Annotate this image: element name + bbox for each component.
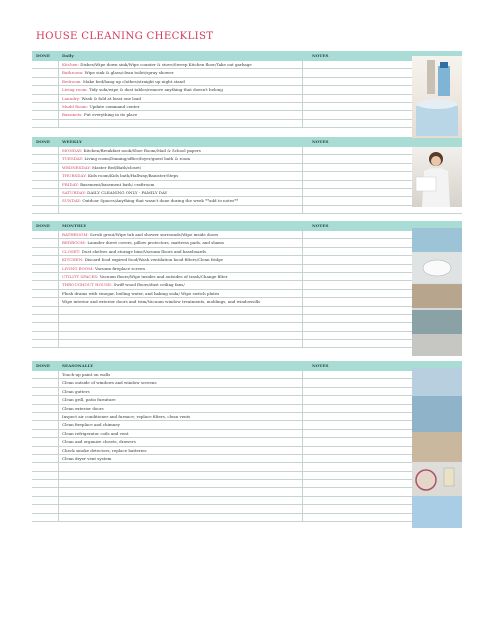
table-row[interactable] xyxy=(32,95,462,103)
task-text xyxy=(62,281,185,289)
notes-column-header: NOTES xyxy=(312,223,329,228)
task-description: Check smoke detectors; replace batteries xyxy=(62,447,147,453)
task-table xyxy=(32,231,462,348)
table-row[interactable] xyxy=(32,103,462,111)
table-row[interactable] xyxy=(32,480,462,488)
task-text xyxy=(62,265,145,273)
task-description: Clean exterior doors xyxy=(62,405,104,411)
task-text xyxy=(62,78,185,86)
task-description: Make bed/hang up clothes/straight up night stand xyxy=(81,78,185,84)
table-row[interactable] xyxy=(32,164,462,172)
section-header xyxy=(32,221,462,231)
section-0 xyxy=(32,51,462,128)
task-table xyxy=(32,147,462,214)
task-description: Clean grill, patio furniture xyxy=(62,397,116,403)
task-category: UTILITY SPACES: xyxy=(62,273,99,279)
task-text xyxy=(62,396,116,404)
task-category: SUNDAY: xyxy=(62,198,82,204)
table-row[interactable] xyxy=(32,447,462,455)
task-description: Clean refrigerator coils and vent xyxy=(62,430,129,436)
task-description: Vacuum fireplace screen xyxy=(93,265,145,271)
task-text xyxy=(62,197,238,205)
task-description: Wipe sink & glass/clean toilet/spray shower xyxy=(83,70,174,76)
task-description: Touch-up paint on walls xyxy=(62,372,111,377)
task-text xyxy=(62,69,174,77)
task-text xyxy=(62,181,154,189)
table-row[interactable] xyxy=(32,172,462,180)
task-description: Dishes/Wipe down sink/Wipe counter & stove/Sweep Kitchen floor/Take out garbage xyxy=(78,62,252,67)
table-row[interactable] xyxy=(32,197,462,205)
task-description: Kids room/Kids bath/Hallway/Banister/Steps xyxy=(86,173,179,179)
task-category: WEDNESDAY: xyxy=(62,164,91,170)
task-text xyxy=(62,413,190,421)
table-row[interactable] xyxy=(32,231,462,239)
task-text xyxy=(62,231,218,239)
task-table xyxy=(32,61,462,128)
table-row[interactable] xyxy=(32,463,462,471)
task-category: Bathroom: xyxy=(62,70,84,76)
task-category: FRIDAY: xyxy=(62,181,79,187)
task-description: Tidy sofa/wipe & dust tables/remove anything that doesn't belong xyxy=(87,87,223,93)
task-description: Clean dryer vent system xyxy=(62,455,112,461)
task-text xyxy=(62,447,147,455)
table-row[interactable] xyxy=(32,438,462,446)
task-description: Clean outside of windows and window screens xyxy=(62,380,157,386)
table-row[interactable] xyxy=(32,497,462,505)
table-row[interactable] xyxy=(32,155,462,163)
task-description: Clean and organize closets, drawers xyxy=(62,439,136,445)
notes-column-header: NOTES xyxy=(312,53,329,58)
table-row[interactable] xyxy=(32,290,462,298)
task-description: Scrub grout/Wipe tub and shower surrounds/Wipe inside doors xyxy=(88,232,219,237)
photo-woman-with-laundry xyxy=(412,147,462,207)
task-description: DAILY CLEANING ONLY - FAMILY DAY xyxy=(85,189,168,195)
table-row[interactable] xyxy=(32,421,462,429)
table-row[interactable] xyxy=(32,248,462,256)
task-text xyxy=(62,290,219,298)
table-row[interactable] xyxy=(32,315,462,323)
photo-bathroom-and-kitchen xyxy=(412,228,462,356)
task-category: SATURDAY: xyxy=(62,189,86,195)
table-row[interactable] xyxy=(32,514,462,522)
task-category: TUESDAY: xyxy=(62,156,84,162)
section-title: Daily xyxy=(62,53,74,58)
notes-column-divider xyxy=(302,61,303,128)
task-category: THROUGHOUT HOUSE: xyxy=(62,282,113,288)
table-row[interactable] xyxy=(32,120,462,128)
task-text xyxy=(62,371,110,379)
done-column-divider xyxy=(58,371,59,522)
section-header xyxy=(32,51,462,61)
done-column-header: DONE xyxy=(36,363,50,368)
task-text xyxy=(62,379,157,387)
task-text xyxy=(62,273,228,281)
task-category: MONDAY: xyxy=(62,148,83,153)
task-category: THURSDAY: xyxy=(62,173,87,179)
task-description: Clean fireplace and chimney xyxy=(62,422,120,428)
task-category: BATHROOM: xyxy=(62,232,89,237)
task-description: Launder duvet covers, pillow protectors, mattress pads, and shams xyxy=(86,240,225,246)
table-row[interactable] xyxy=(32,340,462,348)
table-row[interactable] xyxy=(32,413,462,421)
task-text xyxy=(62,103,140,111)
task-category: BEDROOM: xyxy=(62,240,87,246)
task-text xyxy=(62,164,141,172)
task-category: Mudd Room: xyxy=(62,103,89,109)
done-column-header: DONE xyxy=(36,53,50,58)
task-text xyxy=(62,430,128,438)
table-row[interactable] xyxy=(32,388,462,396)
section-2 xyxy=(32,221,462,348)
table-row[interactable] xyxy=(32,86,462,94)
section-title: WEEKLY xyxy=(62,139,82,144)
table-row[interactable] xyxy=(32,430,462,438)
section-3 xyxy=(32,361,462,522)
task-text xyxy=(62,256,223,264)
task-description: Put everything in its place xyxy=(82,112,138,118)
table-row[interactable] xyxy=(32,332,462,340)
section-title: SEASONALLY xyxy=(62,363,94,368)
table-row[interactable] xyxy=(32,61,462,69)
notes-column-header: NOTES xyxy=(312,363,329,368)
task-category: Bassinets: xyxy=(62,112,83,118)
task-description: Basement/basement bath/ craftroom xyxy=(78,181,155,187)
table-row[interactable] xyxy=(32,505,462,513)
task-description: Flush drains with vinegar, boiling water, and baking soda/ Wipe switch plates xyxy=(62,290,220,296)
table-row[interactable] xyxy=(32,455,462,463)
task-text xyxy=(62,189,167,197)
task-category: KITCHEN: xyxy=(62,257,84,263)
section-header xyxy=(32,361,462,371)
task-table xyxy=(32,371,462,522)
section-title: MONTHLY xyxy=(62,223,87,228)
task-text xyxy=(62,405,104,413)
table-row[interactable] xyxy=(32,281,462,289)
task-text xyxy=(62,248,206,256)
task-category: Kitchen: xyxy=(62,62,79,67)
table-row[interactable] xyxy=(32,405,462,413)
section-1 xyxy=(32,137,462,214)
task-category: Living room: xyxy=(62,87,88,93)
table-row[interactable] xyxy=(32,189,462,197)
table-row[interactable] xyxy=(32,273,462,281)
table-row[interactable] xyxy=(32,78,462,86)
task-text xyxy=(62,61,252,69)
task-description: Wipe interior and exterior doors and trim/Vacuum window treatments, moldings, and windowsills xyxy=(62,299,261,305)
table-row[interactable] xyxy=(32,111,462,119)
task-text xyxy=(62,298,260,306)
task-category: CLOSET: xyxy=(62,248,81,254)
table-row[interactable] xyxy=(32,396,462,404)
task-description: Discard food expired food/Wash ventilation hood filters/Clean fridge xyxy=(83,257,224,263)
done-column-header: DONE xyxy=(36,223,50,228)
task-description: Swiff wood floors/dust ceiling fans/ xyxy=(112,282,185,288)
done-column-divider xyxy=(58,147,59,214)
task-category: Laundry: xyxy=(62,95,81,101)
task-text xyxy=(62,172,178,180)
done-column-header: DONE xyxy=(36,139,50,144)
notes-column-divider xyxy=(302,371,303,522)
table-row[interactable] xyxy=(32,256,462,264)
table-row[interactable] xyxy=(32,472,462,480)
task-text xyxy=(62,111,137,119)
table-row[interactable] xyxy=(32,239,462,247)
task-text xyxy=(62,147,201,155)
notes-column-divider xyxy=(302,147,303,214)
done-column-divider xyxy=(58,231,59,348)
notes-column-header: NOTES xyxy=(312,139,329,144)
task-text xyxy=(62,455,111,463)
task-description: Kitchen/Breakfast nook/Shoe Room/Mail & School papers xyxy=(82,148,201,153)
photo-cleaning-supplies xyxy=(412,56,462,138)
task-text xyxy=(62,388,90,396)
task-description: Dust shelves and storage bins/Vacuum floors and baseboards xyxy=(80,248,207,254)
table-row[interactable] xyxy=(32,379,462,387)
table-row[interactable] xyxy=(32,69,462,77)
task-description: Inspect air conditioner and furnace; replace filters, clean vents xyxy=(62,413,191,419)
table-row[interactable] xyxy=(32,488,462,496)
table-row[interactable] xyxy=(32,265,462,273)
task-text xyxy=(62,155,190,163)
task-text xyxy=(62,86,223,94)
table-row[interactable] xyxy=(32,371,462,379)
task-text xyxy=(62,421,120,429)
table-row[interactable] xyxy=(32,147,462,155)
section-header xyxy=(32,137,462,147)
table-row[interactable] xyxy=(32,181,462,189)
task-category: Bedroom: xyxy=(62,78,82,84)
task-category: LIVING ROOM: xyxy=(62,265,94,271)
task-description: Clean gutters xyxy=(62,388,90,394)
notes-column-divider xyxy=(302,231,303,348)
table-row[interactable] xyxy=(32,323,462,331)
page-title: HOUSE CLEANING CHECKLIST xyxy=(36,31,214,42)
task-text xyxy=(62,95,141,103)
task-description: Outdoor Spaces/Anything that wasn't done during the week **add to notes** xyxy=(81,198,239,204)
task-description: Update command center xyxy=(88,103,140,109)
task-description: Master Bed/Bath/closet/ xyxy=(90,164,142,170)
table-row[interactable] xyxy=(32,206,462,214)
task-description: Wash & fold at least one load xyxy=(80,95,141,101)
task-text xyxy=(62,239,224,247)
task-description: Living room/Dinning/office/foyer/guest bath & room xyxy=(83,156,191,162)
task-text xyxy=(62,438,136,446)
done-column-divider xyxy=(58,61,59,128)
table-row[interactable] xyxy=(32,307,462,315)
table-row[interactable] xyxy=(32,298,462,306)
task-description: Vacuum floors/Wipe insides and outsides of trash/Change filter xyxy=(98,273,228,279)
photo-seasonal-tasks xyxy=(412,368,462,528)
